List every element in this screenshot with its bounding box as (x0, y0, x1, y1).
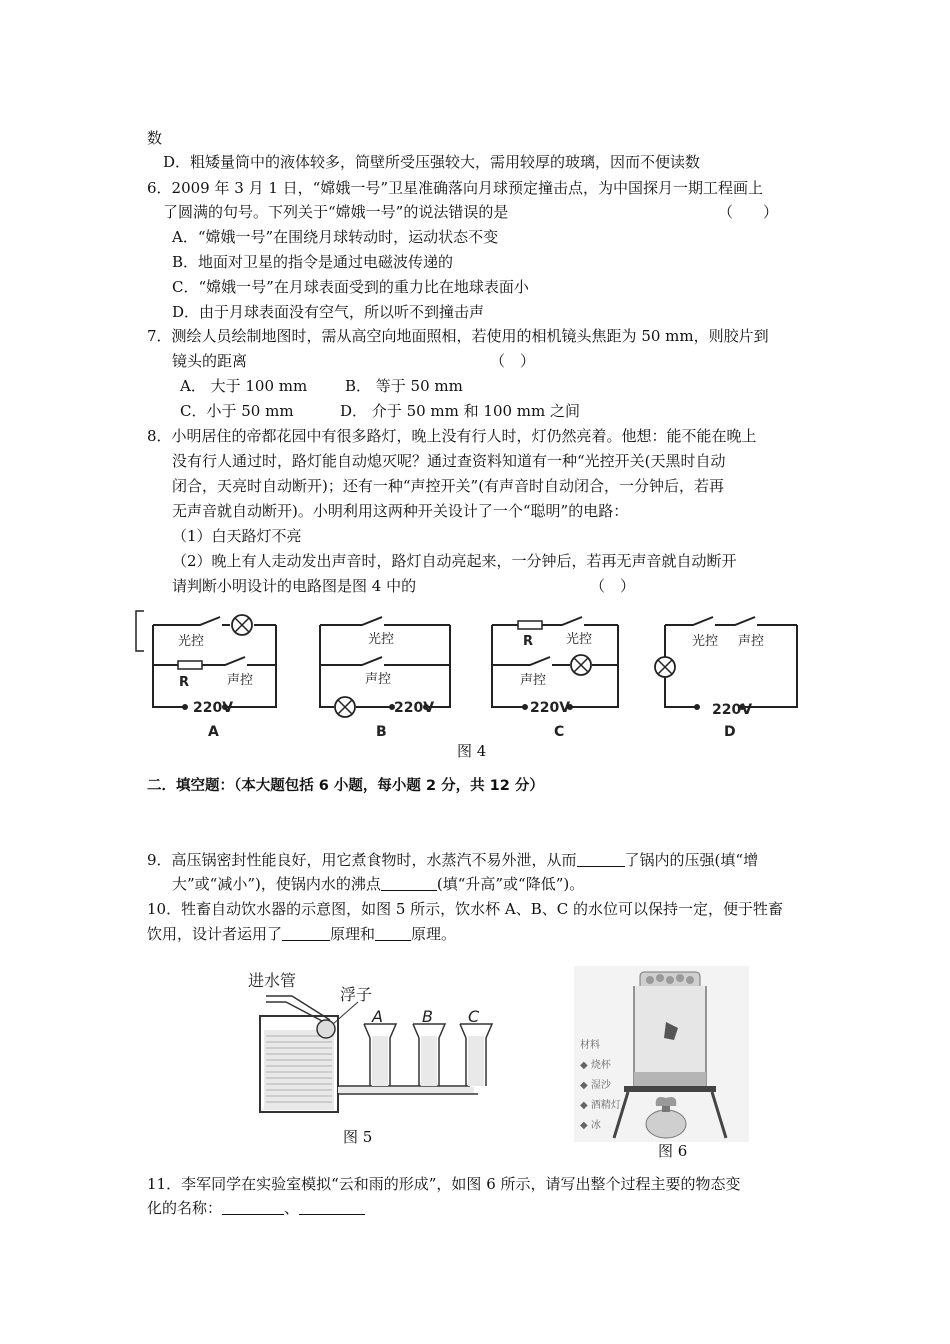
q8-stem-cont: 闭合，天亮时自动断开)；还有一种“声控开关”(有声音时自动闭合，一分钟后，若再 (172, 477, 725, 495)
label-voltage: 220V (193, 700, 234, 716)
text-line: 数 (147, 129, 163, 147)
answer-blank[interactable] (375, 926, 411, 941)
label-cup-b: B (422, 1007, 433, 1026)
answer-blank[interactable] (282, 926, 330, 941)
circuit-d (655, 617, 797, 709)
q9-text: 9．高压锅密封性能良好，用它煮食物时，水蒸汽不易外泄，从而 (147, 851, 577, 869)
q9-stem (147, 850, 758, 870)
q6-stem: 6．2009 年 3 月 1 日，“嫦娥一号”卫星准确落向月球预定撞击点，为中国探月一期工程画上 (147, 179, 763, 197)
q8-condition-1: （1）白天路灯不亮 (172, 527, 302, 545)
circuit-a (153, 615, 276, 709)
q8-stem-cont: 无声音就自动断开)。小明利用这两种开关设计了一个“聪明”的电路： (172, 502, 629, 520)
label-option-a: A (208, 724, 219, 740)
q11-stem-cont (147, 1198, 365, 1218)
label-cup-a: A (372, 1007, 383, 1026)
q7-option-a: A． 大于 100 mm (180, 377, 308, 395)
q11-text: 、 (284, 1199, 300, 1217)
figure-6-caption: 图 6 (658, 1142, 688, 1160)
q10-stem-cont (147, 924, 456, 944)
section-heading: 二．填空题：（本大题包括 6 小题，每小题 2 分，共 12 分） (147, 778, 544, 794)
label-light-switch: 光控 (368, 632, 395, 647)
material-item: ◆ 冰 (580, 1120, 601, 1131)
q7-option-b: B． 等于 50 mm (345, 377, 463, 395)
label-option-c: C (554, 724, 565, 740)
label-voltage: 220V (394, 700, 435, 716)
q6-option-a: A．“嫦娥一号”在围绕月球转动时，运动状态不变 (172, 228, 499, 246)
label-light-switch: 光控 (178, 634, 205, 649)
q5-option-d: D．粗矮量筒中的液体较多，筒壁所受压强较大，需用较厚的玻璃，因而不便读数 (163, 153, 701, 171)
answer-blank[interactable] (381, 876, 437, 891)
label-light-switch: 光控 (566, 632, 593, 647)
q8-stem-cont: 没有行人通过时，路灯能自动熄灭呢？通过查资料知道有一种“光控开关(天黑时自动 (172, 452, 726, 470)
answer-blank[interactable] (299, 1200, 365, 1215)
q9-text: 了锅内的压强(填“增 (624, 851, 759, 869)
q9-text: (填“升高”或“降低”)。 (436, 875, 585, 893)
figure-6-experiment (574, 966, 749, 1142)
q9-text: 大”或“减小”)，使锅内水的沸点 (172, 875, 381, 893)
label-resistor: R (523, 634, 534, 649)
figure-4-circuits (130, 605, 810, 745)
figure-4-caption: 图 4 (457, 742, 487, 760)
label-sound-switch: 声控 (227, 673, 254, 688)
q7-option-c: C．小于 50 mm (180, 402, 294, 420)
figure-5-trough (240, 968, 520, 1118)
q6-option-b: B．地面对卫星的指令是通过电磁波传递的 (172, 253, 454, 271)
cup-a (364, 1024, 396, 1086)
q11-stem: 11．李军同学在实验室模拟“云和雨的形成”，如图 6 所示，请写出整个过程主要的物态变 (147, 1175, 741, 1193)
q8-stem: 8．小明居住的帝都花园中有很多路灯，晚上没有行人时，灯仍然亮着。他想：能不能在晚上 (147, 427, 757, 445)
material-item: ◆ 烧杯 (580, 1060, 611, 1071)
cup-b (413, 1024, 445, 1086)
label-cup-c: C (468, 1007, 480, 1026)
material-item: ◆ 湿沙 (580, 1080, 611, 1091)
answer-blank[interactable] (222, 1200, 284, 1215)
q6-option-c: C．“嫦娥一号”在月球表面受到的重力比在地球表面小 (172, 278, 529, 296)
figure-5-caption: 图 5 (343, 1128, 373, 1146)
label-materials: 材料 (580, 1040, 600, 1051)
answer-paren: （ ） (490, 352, 536, 370)
material-item: ◆ 酒精灯 (580, 1100, 621, 1111)
q7-stem: 7．测绘人员绘制地图时，需从高空向地面照相，若使用的相机镜头焦距为 50 mm，则胶片到 (147, 327, 769, 345)
label-voltage: 220V (530, 700, 571, 716)
label-sound-switch: 声控 (520, 673, 547, 688)
q11-text: 化的名称： (147, 1199, 223, 1217)
label-option-d: D (724, 724, 736, 740)
q10-stem: 10．牲畜自动饮水器的示意图，如图 5 所示，饮水杯 A、B、C 的水位可以保持一定，便于牲畜 (147, 900, 784, 918)
q7-stem-cont: 镜头的距离 (172, 352, 248, 370)
label-resistor: R (179, 675, 190, 690)
q10-text: 原理和 (330, 925, 376, 943)
label-inlet-pipe: 进水管 (248, 971, 297, 990)
cup-c (460, 1024, 492, 1086)
label-voltage: 220V (712, 702, 753, 718)
label-sound-switch: 声控 (365, 672, 392, 687)
q9-stem-cont (172, 874, 584, 894)
answer-paren: （ ） (590, 577, 636, 595)
q10-text: 饮用，设计者运用了 (147, 925, 283, 943)
q8-question: 请判断小明设计的电路图是图 4 中的 (172, 577, 417, 595)
label-light-switch: 光控 (692, 634, 719, 649)
q6-stem-cont: 了圆满的句号。下列关于“嫦娥一号”的说法错误的是 (163, 203, 509, 221)
q10-text: 原理。 (411, 925, 457, 943)
label-option-b: B (376, 724, 387, 740)
q8-condition-2: （2）晚上有人走动发出声音时，路灯自动亮起来，一分钟后，若再无声音就自动断开 (172, 552, 737, 570)
q7-option-d: D． 介于 50 mm 和 100 mm 之间 (340, 402, 581, 420)
answer-paren: （ ） (718, 203, 779, 221)
label-sound-switch: 声控 (738, 634, 765, 649)
label-float: 浮子 (340, 985, 373, 1004)
circuit-c (492, 617, 618, 709)
answer-blank[interactable] (577, 852, 625, 867)
q6-option-d: D．由于月球表面没有空气，所以听不到撞击声 (172, 303, 485, 321)
